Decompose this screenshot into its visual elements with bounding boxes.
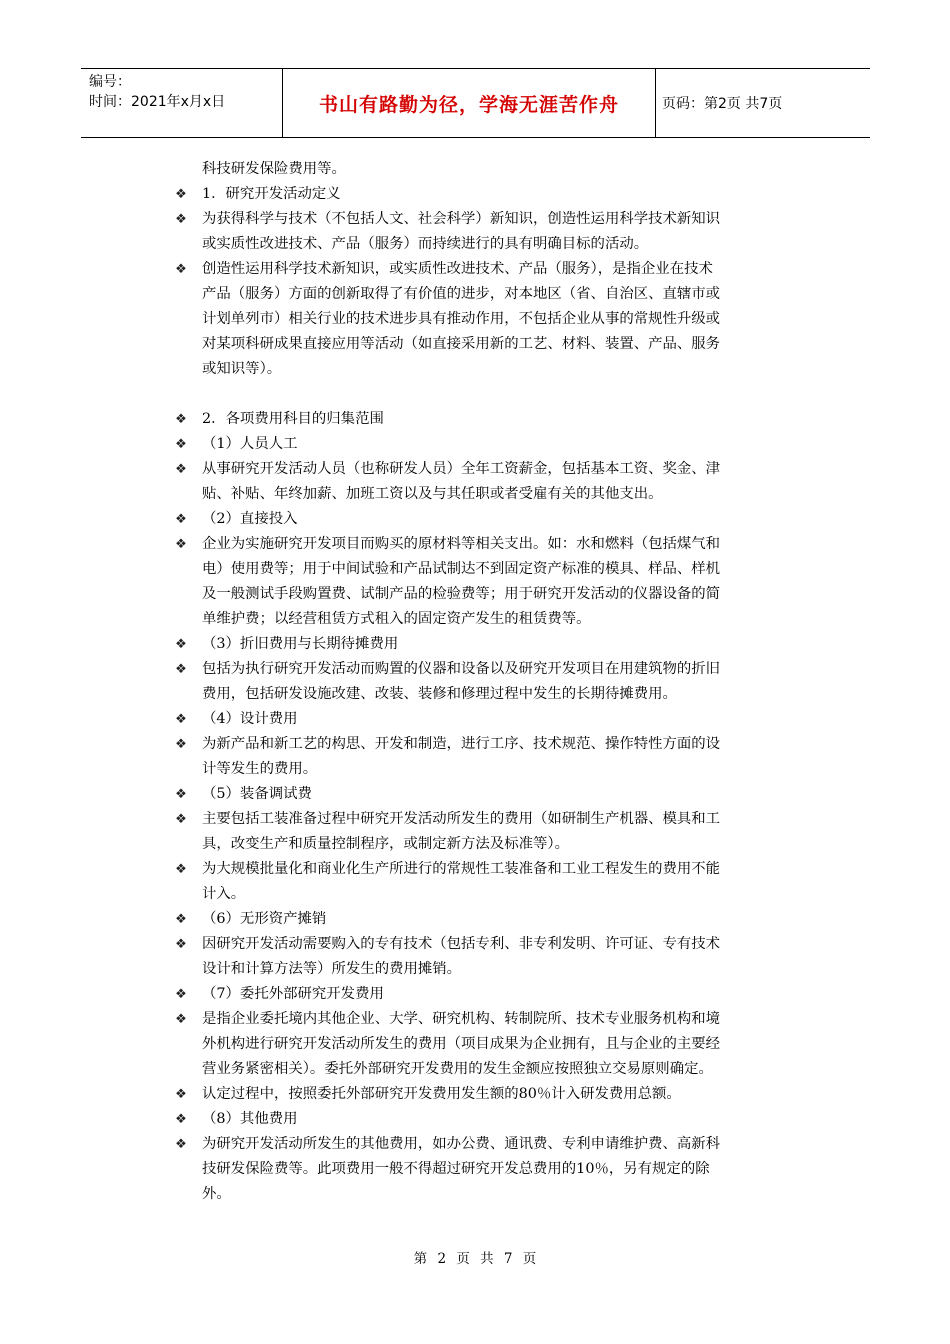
diamond-bullet-icon: ❖ xyxy=(175,462,187,477)
document-body xyxy=(172,157,812,1207)
list-item-continuation xyxy=(172,1157,812,1182)
diamond-bullet-icon: ❖ xyxy=(175,212,187,227)
list-item-text: 产品（服务）方面的创新取得了有价值的进步，对本地区（省、自治区、直辖市或 xyxy=(202,286,721,302)
list-item-text: （8）其他费用 xyxy=(202,1111,298,1127)
list-item xyxy=(172,907,812,932)
list-item-continuation xyxy=(172,957,812,982)
list-item-continuation xyxy=(172,682,812,707)
list-item-text: 从事研究开发活动人员（也称研发人员）全年工资薪金，包括基本工资、奖金、津 xyxy=(202,461,721,477)
list-item-text: 认定过程中，按照委托外部研究开发费用发生额的80％计入研发费用总额。 xyxy=(202,1086,681,1102)
list-item-text: 营业务紧密相关）。委托外部研究开发费用的发生金额应按照独立交易原则确定。 xyxy=(202,1061,713,1077)
diamond-bullet-icon: ❖ xyxy=(175,862,187,877)
list-item xyxy=(172,257,812,282)
list-item-continuation xyxy=(172,1182,812,1207)
list-item-text: 计入。 xyxy=(202,886,246,902)
list-item-continuation xyxy=(172,332,812,357)
list-item-text: 2．各项费用科目的归集范围 xyxy=(202,411,384,427)
list-item xyxy=(172,657,812,682)
list-item-text: 具，改变生产和质量控制程序，或制定新方法及标准等）。 xyxy=(202,836,569,852)
list-item xyxy=(172,857,812,882)
list-item xyxy=(172,1132,812,1157)
list-item-text: 电）使用费等；用于中间试验和产品试制达不到固定资产标准的模具、样品、样机 xyxy=(202,561,721,577)
diamond-bullet-icon: ❖ xyxy=(175,262,187,277)
list-item-continuation xyxy=(172,607,812,632)
diamond-bullet-icon: ❖ xyxy=(175,412,187,427)
list-item-text: （1）人员人工 xyxy=(202,436,298,452)
list-item xyxy=(172,432,812,457)
diamond-bullet-icon: ❖ xyxy=(175,937,187,952)
list-item-text: （3）折旧费用与长期待摊费用 xyxy=(202,636,399,652)
list-item-text: 或知识等）。 xyxy=(202,361,282,377)
list-item-text: 计等发生的费用。 xyxy=(202,761,318,777)
diamond-bullet-icon: ❖ xyxy=(175,437,187,452)
list-item-text: 费用，包括研发设施改建、改装、装修和修理过程中发生的长期待摊费用。 xyxy=(202,686,677,702)
diamond-bullet-icon: ❖ xyxy=(175,1112,187,1127)
blank-line xyxy=(172,382,812,407)
list-item-text: 技研发保险费等。此项费用一般不得超过研究开发总费用的10％，另有规定的除 xyxy=(202,1161,710,1177)
list-item-text: （4）设计费用 xyxy=(202,711,298,727)
header-page-label: 页码：第2页 共7页 xyxy=(662,96,783,112)
diamond-bullet-icon: ❖ xyxy=(175,637,187,652)
list-item xyxy=(172,707,812,732)
diamond-bullet-icon: ❖ xyxy=(175,512,187,527)
diamond-bullet-icon: ❖ xyxy=(175,987,187,1002)
first-line: 科技研发保险费用等。 xyxy=(202,161,346,177)
page-header xyxy=(81,68,870,138)
header-left-cell xyxy=(81,69,283,137)
list-item-text: （5）装备调试费 xyxy=(202,786,312,802)
list-item-text: 为新产品和新工艺的构思、开发和制造，进行工序、技术规范、操作特性方面的设 xyxy=(202,736,721,752)
diamond-bullet-icon: ❖ xyxy=(175,812,187,827)
list-item xyxy=(172,507,812,532)
list-item xyxy=(172,932,812,957)
number-label: 编号： xyxy=(89,74,131,90)
diamond-bullet-icon: ❖ xyxy=(175,187,187,202)
list-item-continuation xyxy=(172,482,812,507)
list-item-text: 外机构进行研究开发活动所发生的费用（项目成果为企业拥有，且与企业的主要经 xyxy=(202,1036,721,1052)
list-item xyxy=(172,407,812,432)
list-item-text: 企业为实施研究开发项目而购买的原材料等相关支出。如：水和燃料（包括煤气和 xyxy=(202,536,721,552)
list-item-text: 为获得科学与技术（不包括人文、社会科学）新知识，创造性运用科学技术新知识 xyxy=(202,211,721,227)
diamond-bullet-icon: ❖ xyxy=(175,787,187,802)
list-item xyxy=(172,632,812,657)
diamond-bullet-icon: ❖ xyxy=(175,712,187,727)
list-item-text: 创造性运用科学技术新知识，或实质性改进技术、产品（服务），是指企业在技术 xyxy=(202,261,713,277)
list-item-continuation xyxy=(172,1032,812,1057)
list-item-text: 单维护费；以经营租赁方式租入的固定资产发生的租赁费等。 xyxy=(202,611,591,627)
list-item-continuation xyxy=(172,1057,812,1082)
list-item xyxy=(172,807,812,832)
list-item-text: 外。 xyxy=(202,1186,231,1202)
list-item-continuation xyxy=(172,882,812,907)
list-item-text: 计划单列市）相关行业的技术进步具有推动作用，不包括企业从事的常规性升级或 xyxy=(202,311,721,327)
list-item xyxy=(172,532,812,557)
list-item-text: 包括为执行研究开发活动而购置的仪器和设备以及研究开发项目在用建筑物的折旧 xyxy=(202,661,721,677)
list-item xyxy=(172,1082,812,1107)
header-motto: 书山有路勤为径，学海无涯苦作舟 xyxy=(283,69,656,137)
list-item xyxy=(172,1007,812,1032)
list-item-continuation xyxy=(172,832,812,857)
page-footer: 第 2 页 共 7 页 xyxy=(413,1251,537,1267)
list-item-text: 或实质性改进技术、产品（服务）而持续进行的具有明确目标的活动。 xyxy=(202,236,649,252)
list-item-text: （6）无形资产摊销 xyxy=(202,911,327,927)
list-item-continuation xyxy=(172,357,812,382)
list-item-continuation xyxy=(172,757,812,782)
list-item-text: 1．研究开发活动定义 xyxy=(202,186,341,202)
diamond-bullet-icon: ❖ xyxy=(175,1012,187,1027)
list-item-text: 贴、补贴、年终加薪、加班工资以及与其任职或者受雇有关的其他支出。 xyxy=(202,486,663,502)
diamond-bullet-icon: ❖ xyxy=(175,737,187,752)
diamond-bullet-icon: ❖ xyxy=(175,662,187,677)
list-item xyxy=(172,982,812,1007)
list-item-text: 为大规模批量化和商业化生产所进行的常规性工装准备和工业工程发生的费用不能 xyxy=(202,861,721,877)
list-item-text: 主要包括工装准备过程中研究开发活动所发生的费用（如研制生产机器、模具和工 xyxy=(202,811,721,827)
list-item xyxy=(172,1107,812,1132)
list-item-continuation xyxy=(172,232,812,257)
list-item-text: （2）直接投入 xyxy=(202,511,298,527)
list-item-continuation xyxy=(172,282,812,307)
list-item-text: 对某项科研成果直接应用等活动（如直接采用新的工艺、材料、装置、产品、服务 xyxy=(202,336,721,352)
list-item xyxy=(172,182,812,207)
diamond-bullet-icon: ❖ xyxy=(175,537,187,552)
list-item-text: （7）委托外部研究开发费用 xyxy=(202,986,384,1002)
list-item xyxy=(172,782,812,807)
list-item xyxy=(172,207,812,232)
list-item-continuation xyxy=(172,307,812,332)
list-item xyxy=(172,457,812,482)
list-item-text: 及一般测试手段购置费、试制产品的检验费等；用于研究开发活动的仪器设备的简 xyxy=(202,586,721,602)
diamond-bullet-icon: ❖ xyxy=(175,1137,187,1152)
list-item-continuation xyxy=(172,557,812,582)
list-item xyxy=(172,732,812,757)
list-item-continuation xyxy=(172,582,812,607)
list-item-text: 为研究开发活动所发生的其他费用，如办公费、通讯费、专利申请维护费、高新科 xyxy=(202,1136,721,1152)
diamond-bullet-icon: ❖ xyxy=(175,1087,187,1102)
list-item-text: 设计和计算方法等）所发生的费用摊销。 xyxy=(202,961,462,977)
date-label: 时间：2021年x月x日 xyxy=(89,94,226,110)
diamond-bullet-icon: ❖ xyxy=(175,912,187,927)
list-item-text: 是指企业委托境内其他企业、大学、研究机构、转制院所、技术专业服务机构和境 xyxy=(202,1011,721,1027)
list-item-text: 因研究开发活动需要购入的专有技术（包括专利、非专利发明、许可证、专有技术 xyxy=(202,936,721,952)
